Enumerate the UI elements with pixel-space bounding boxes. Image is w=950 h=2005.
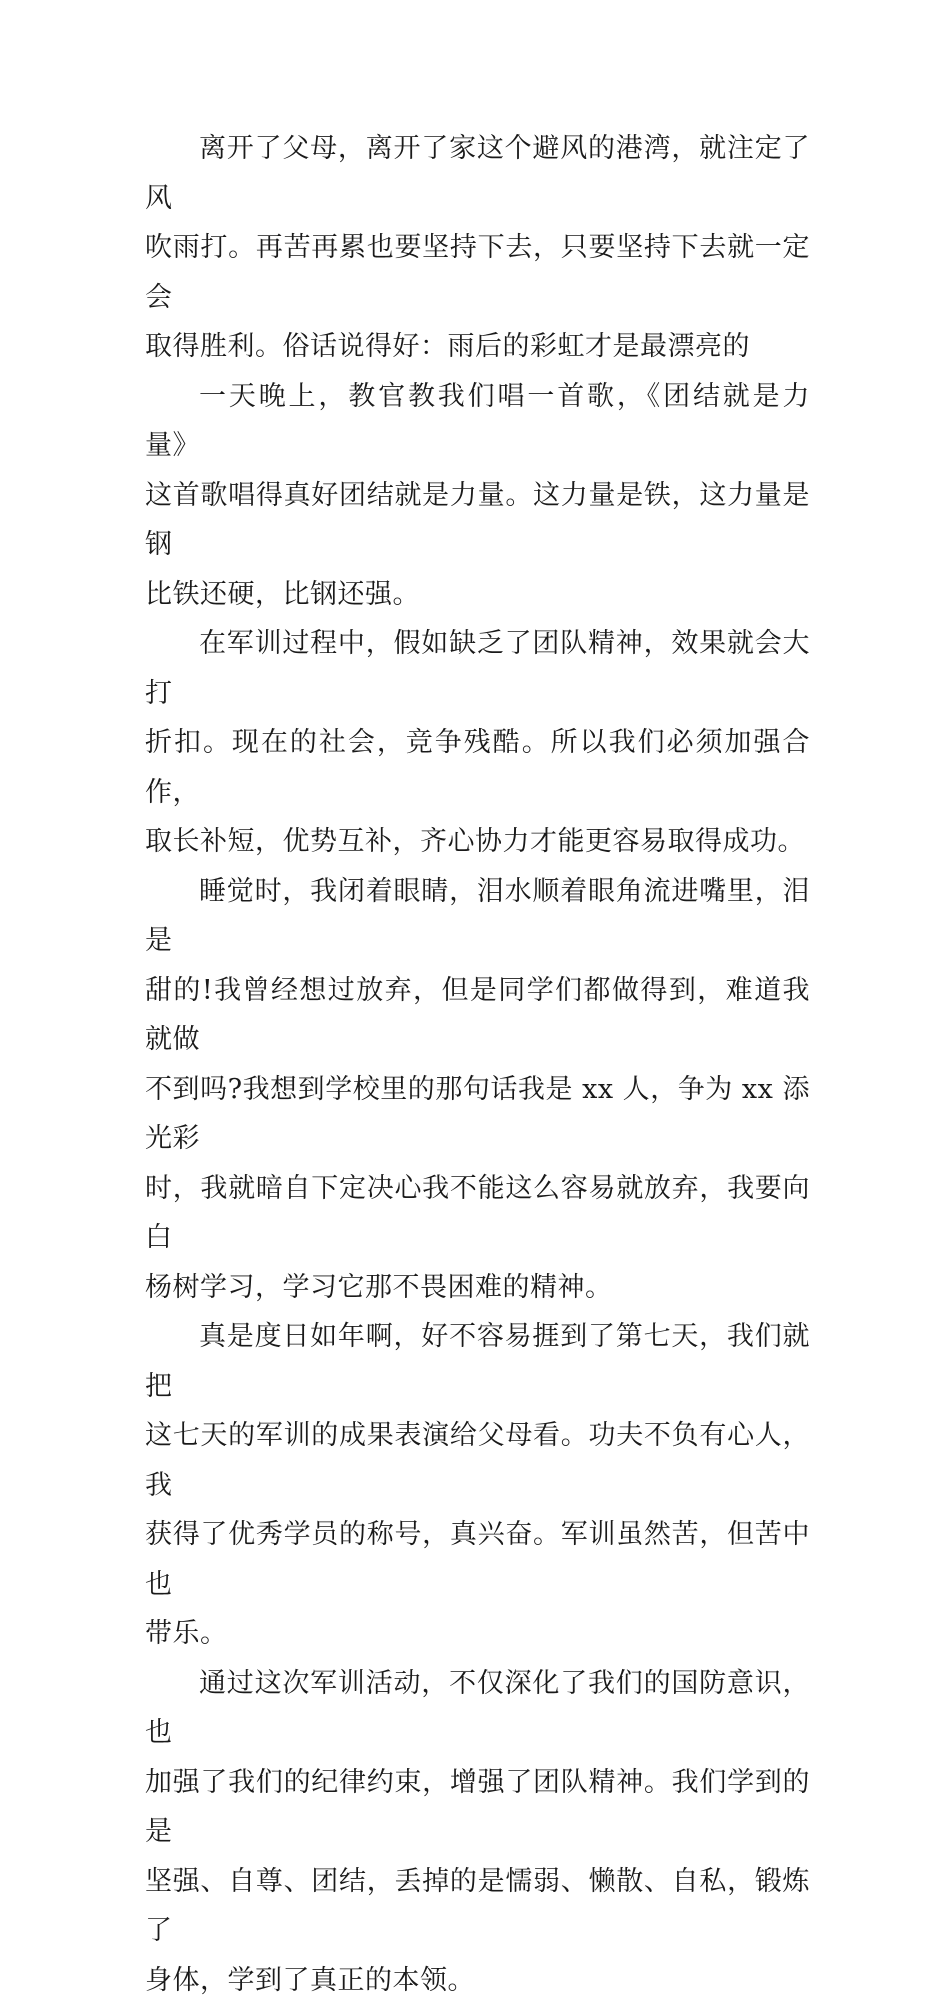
- paragraph-6: 通过这次军训活动，不仅深化了我们的国防意识，也 加强了我们的纪律约束，增强了团队精神。我们学到的是 坚强、自尊、团结，丢掉的是懦弱、懒散、自私，锻炼了 身体，学到了真正的本领。: [145, 1659, 810, 2005]
- paragraph-1: 离开了父母，离开了家这个避风的港湾，就注定了风 吹雨打。再苦再累也要坚持下去，只要坚持下去就一定会 取得胜利。俗话说得好：雨后的彩虹才是最漂亮的: [145, 124, 810, 372]
- paragraph-4: 睡觉时，我闭着眼睛，泪水顺着眼角流进嘴里，泪是 甜的!我曾经想过放弃，但是同学们都做得到，难道我就做 不到吗?我想到学校里的那句话我是 xx 人，争为 xx 添光彩 时，我就暗自下定决心我不能这么容易就放弃，我要向白 杨树学习，学习它那不畏困难的精神。: [145, 867, 810, 1313]
- document-body: [145, 124, 810, 2005]
- paragraph-3: 在军训过程中，假如缺乏了团队精神，效果就会大打 折扣。现在的社会，竞争残酷。所以我们必须加强合作， 取长补短，优势互补，齐心协力才能更容易取得成功。: [145, 619, 810, 867]
- paragraph-2: 一天晚上，教官教我们唱一首歌，《团结就是力量》 这首歌唱得真好团结就是力量。这力量是铁，这力量是钢 比铁还硬，比钢还强。: [145, 372, 810, 620]
- paragraph-5: 真是度日如年啊，好不容易捱到了第七天，我们就把 这七天的军训的成果表演给父母看。功夫不负有心人，我 获得了优秀学员的称号，真兴奋。军训虽然苦，但苦中也 带乐。: [145, 1312, 810, 1659]
